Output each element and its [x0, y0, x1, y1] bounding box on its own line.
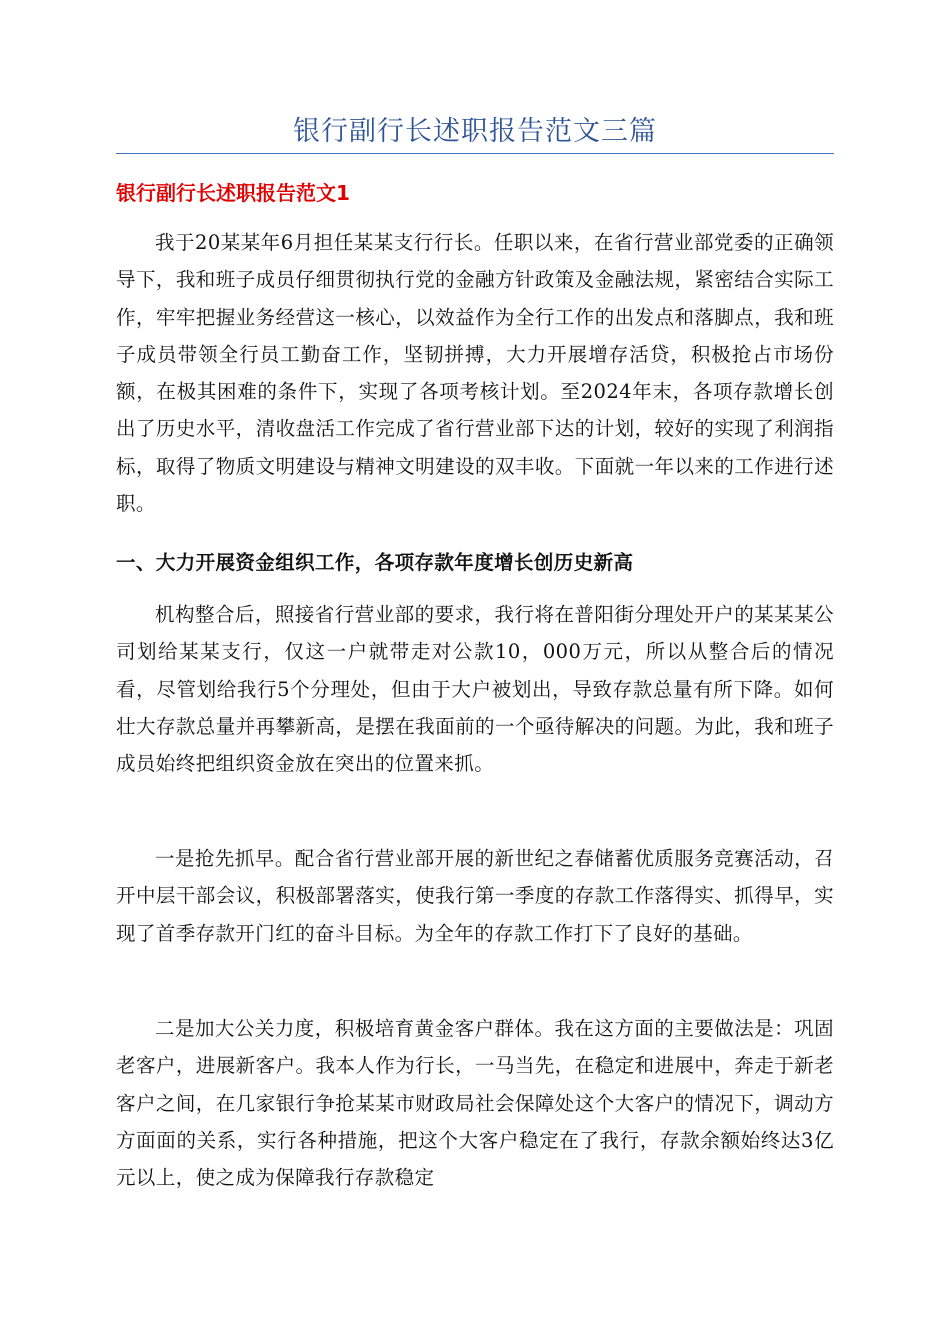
document-title: 银行副行长述职报告范文三篇 [293, 116, 657, 147]
paragraph-reorganization: 机构整合后，照接省行营业部的要求，我行将在普阳街分理处开户的某某某公司划给某某支行，仅这一户就带走对公款10，000万元，所以从整合后的情况看，尽管划给我行5个分理处，但由于大户被划出，导致存款总量有所下降。如何壮大存款总量并再攀新高，是摆在我面前的一个亟待解决的问题。为此，我和班子成员始终把组织资金放在突出的位置来抓。 [116, 603, 834, 776]
title-divider [116, 153, 834, 154]
subheading-deposits: 一、大力开展资金组织工作，各项存款年度增长创历史新高 [116, 551, 634, 574]
document-page [116, 0, 834, 1344]
paragraph-point-two: 二是加大公关力度，积极培育黄金客户群体。我在这方面的主要做法是：巩固老客户，进展新客户。我本人作为行长，一马当先，在稳定和进展中，奔走于新老客户之间，在几家银行争抢某某市财政局社会保障处这个大客户的情况下，调动方方面面的关系，实行各种措施，把这个大客户稳定在了我行，存款余额始终达3亿元以上，使之成为保障我行存款稳定 [116, 1017, 834, 1190]
paragraph-point-one: 一是抢先抓早。配合省行营业部开展的新世纪之春储蓄优质服务竞赛活动，召开中层干部会议，积极部署落实，使我行第一季度的存款工作落得实、抓得早，实现了首季存款开门红的奋斗目标。为全年的存款工作打下了良好的基础。 [116, 847, 834, 945]
section-heading: 银行副行长述职报告范文1 [116, 181, 350, 205]
paragraph-intro: 我于20某某年6月担任某某支行行长。任职以来，在省行营业部党委的正确领导下，我和班子成员仔细贯彻执行党的金融方针政策及金融法规，紧密结合实际工作，牢牢把握业务经营这一核心，以效益作为全行工作的出发点和落脚点，我和班子成员带领全行员工勤奋工作，坚韧拼搏，大力开展增存活贷，积极抢占市场份额，在极其困难的条件下，实现了各项考核计划。至2024年末，各项存款增长创出了历史水平，清收盘活工作完成了省行营业部下达的计划，较好的实现了利润指标，取得了物质文明建设与精神文明建设的双丰收。下面就一年以来的工作进行述职。 [116, 231, 834, 516]
